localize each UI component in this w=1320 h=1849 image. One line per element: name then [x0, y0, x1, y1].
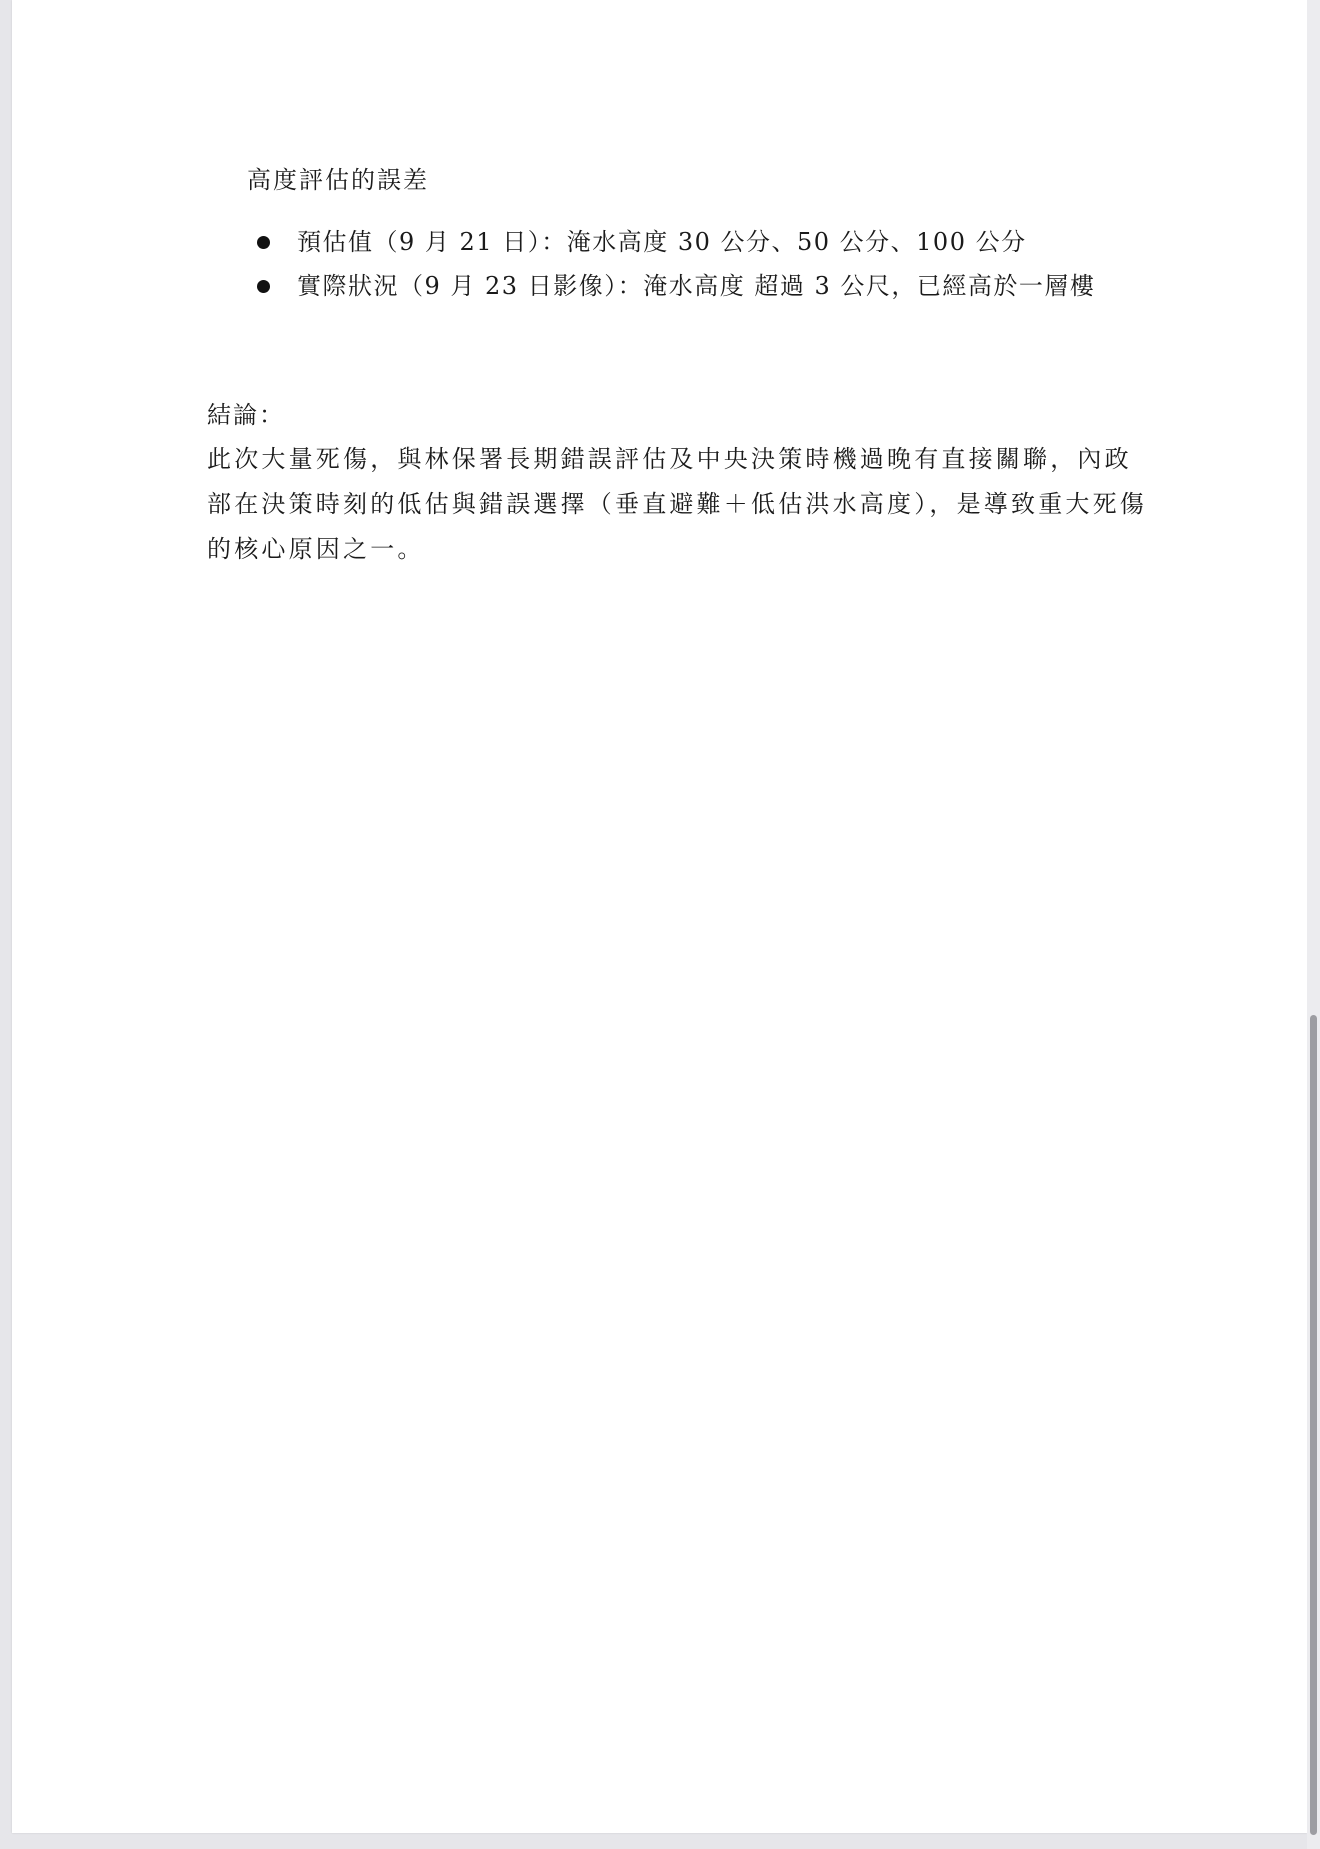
vertical-scrollbar[interactable] — [1307, 0, 1320, 1849]
bullet-text: 實際狀況（9 月 23 日影像）：淹水高度 超過 3 公尺，已經高於一層樓 — [297, 272, 1096, 300]
bullet-icon — [257, 236, 270, 249]
bullet-icon — [257, 280, 270, 293]
document-page — [12, 0, 1307, 1833]
bullet-text: 預估值（9 月 21 日）：淹水高度 30 公分、50 公分、100 公分 — [297, 228, 1027, 256]
scrollbar-thumb[interactable] — [1310, 1015, 1317, 1835]
paragraph-line: 部在決策時刻的低估與錯誤選擇（垂直避難＋低估洪水高度），是導致重大死傷 — [207, 490, 1147, 518]
conclusion-label: 結論： — [207, 401, 285, 429]
paragraph-line: 的核心原因之一。 — [207, 535, 425, 563]
list-item — [247, 264, 1095, 308]
list-item — [247, 220, 1095, 264]
conclusion-paragraph — [207, 437, 1147, 572]
bullet-list — [247, 220, 1095, 308]
section-heading: 高度評估的誤差 — [247, 166, 429, 194]
paragraph-line: 此次大量死傷，與林保署長期錯誤評估及中央決策時機過晚有直接關聯，內政 — [207, 445, 1132, 473]
